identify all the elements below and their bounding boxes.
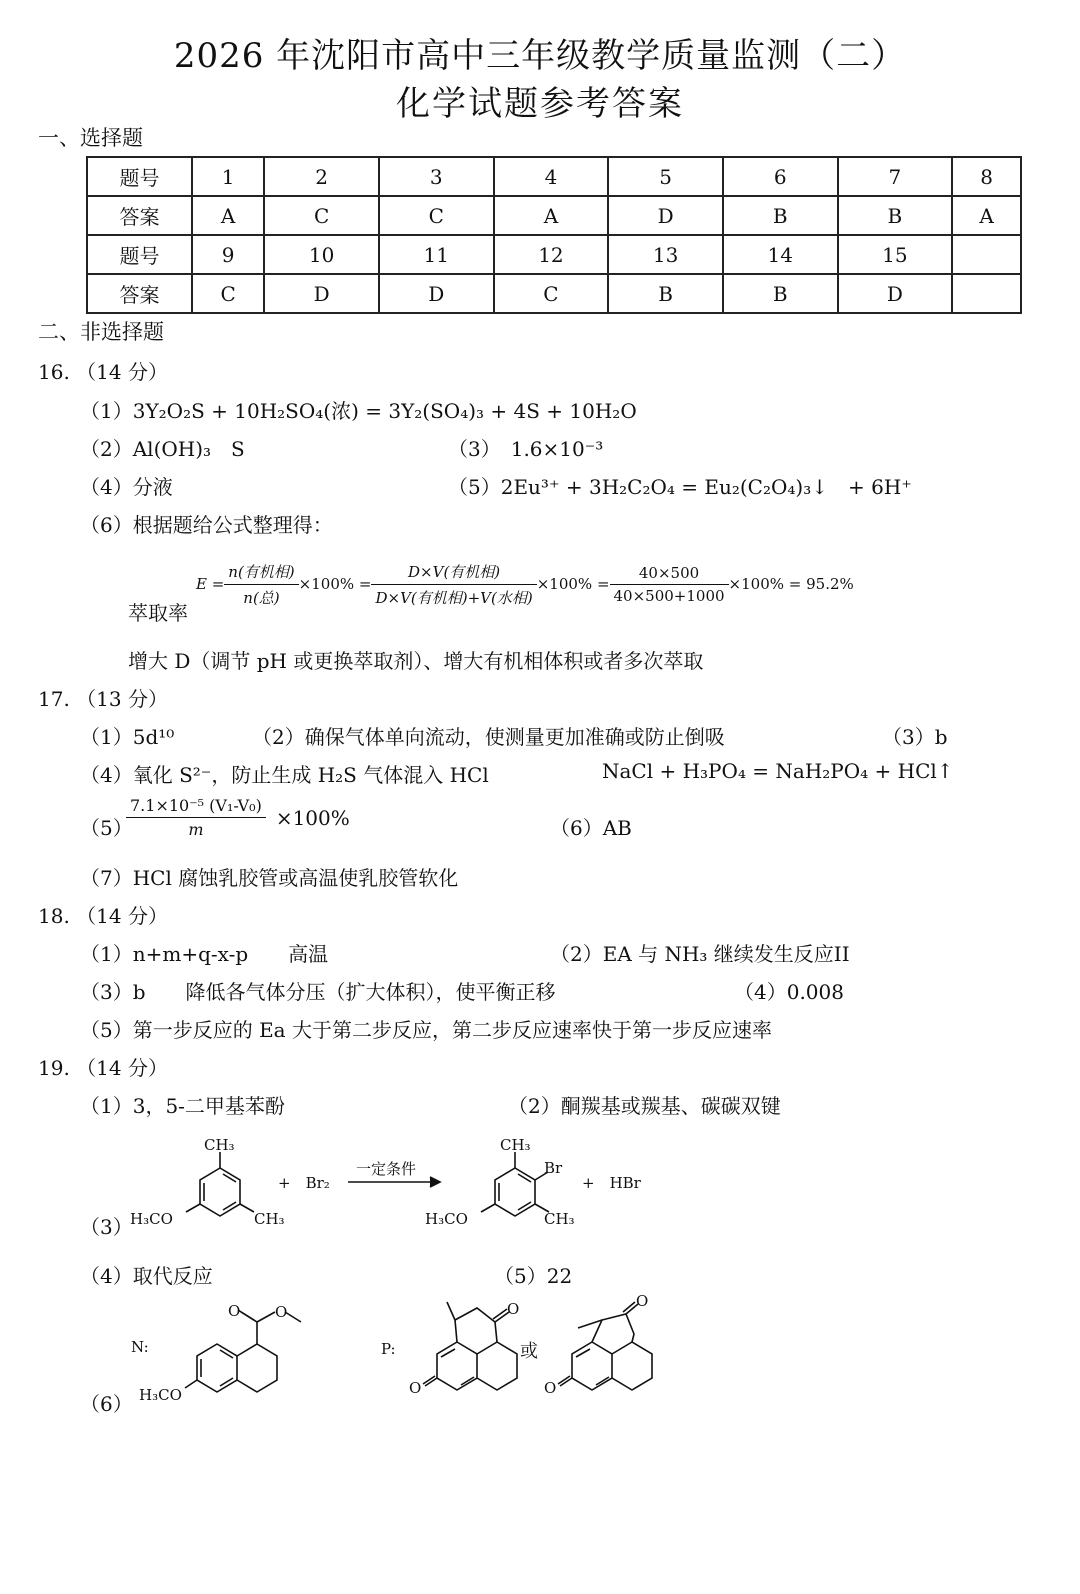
q18-part4: （4）0.008 <box>734 980 844 1004</box>
fraction-numerator: 40×500 <box>610 564 729 585</box>
methoxy-label: H₃CO <box>130 1210 173 1228</box>
table-row <box>87 196 1021 235</box>
fraction-denominator: 40×500+1000 <box>613 586 725 605</box>
table-cell: B <box>723 274 838 313</box>
formula-result: ×100% = 95.2% <box>728 575 854 593</box>
formula-e: E = <box>196 575 225 593</box>
table-row <box>87 235 1021 274</box>
table-cell: B <box>608 274 723 313</box>
oxygen-label: O <box>636 1292 649 1310</box>
table-cell: 1 <box>192 157 264 196</box>
or-label: 或 <box>520 1341 538 1362</box>
q17-part7: （7）HCl 腐蚀乳胶管或高温使乳胶管软化 <box>80 866 459 890</box>
compound-p-label: P: <box>381 1340 396 1358</box>
table-cell: 3 <box>379 157 494 196</box>
q17-part2: （2）确保气体单向流动，使测量更加准确或防止倒吸 <box>252 725 725 749</box>
q19-part1: （1）3，5-二甲基苯酚 <box>80 1094 285 1118</box>
methyl-label: CH₃ <box>544 1210 575 1228</box>
table-cell: 5 <box>608 157 723 196</box>
q17-part1: （1）5d¹⁰ <box>80 725 175 749</box>
formula-percent: ×100% <box>275 805 350 830</box>
fraction-denominator: n(总) <box>243 588 280 607</box>
table-cell: 4 <box>494 157 609 196</box>
answer-table <box>86 156 1022 314</box>
compound-p-structure-2 <box>530 1292 690 1422</box>
oxygen-label: O <box>228 1302 241 1320</box>
q16-part1: （1）3Y₂O₂S + 10H₂SO₄(浓) = 3Y₂(SO₄)₃ + 4S + 10H₂O <box>80 399 637 423</box>
oxygen-label: O <box>544 1379 557 1397</box>
compound-n-structure <box>125 1300 325 1420</box>
q18-part2: （2）EA 与 NH₃ 继续发生反应II <box>550 942 850 966</box>
table-cell: A <box>952 196 1021 235</box>
table-cell: 6 <box>723 157 838 196</box>
table-cell: 11 <box>379 235 494 274</box>
table-cell: C <box>379 196 494 235</box>
extraction-formula <box>196 556 854 612</box>
q19-part4: （4）取代反应 <box>80 1264 213 1288</box>
table-cell: 13 <box>608 235 723 274</box>
table-cell: 8 <box>952 157 1021 196</box>
oxygen-label: O <box>409 1379 422 1397</box>
page-title: 2026 年沈阳市高中三年级教学质量监测（二） <box>173 36 907 76</box>
q18-part3: （3）b 降低各气体分压（扩大体积），使平衡正移 <box>80 980 556 1004</box>
reaction-arrow <box>348 1177 440 1187</box>
table-cell: 2 <box>264 157 379 196</box>
table-cell: A <box>494 196 609 235</box>
fraction-numerator: D×V(有机相) <box>371 561 536 585</box>
reaction-condition: 一定条件 <box>356 1160 417 1178</box>
page-subtitle: 化学试题参考答案 <box>396 84 684 124</box>
q17-part6: （6）AB <box>550 816 632 840</box>
table-row-label: 答案 <box>87 274 192 313</box>
table-cell <box>952 274 1021 313</box>
table-cell: D <box>838 274 953 313</box>
formula-fraction <box>126 796 266 839</box>
product-structure <box>425 1136 575 1228</box>
q18-heading: 18. （14 分） <box>38 904 168 928</box>
table-row <box>87 274 1021 313</box>
q18-part1: （1）n+m+q-x-p 高温 <box>80 942 329 966</box>
table-row-label: 题号 <box>87 157 192 196</box>
q19-part2: （2）酮羰基或羰基、碳碳双键 <box>508 1094 781 1118</box>
formula-fraction <box>371 561 536 608</box>
q17-part4-equation: NaCl + H₃PO₄ = NaH₂PO₄ + HCl↑ <box>602 759 954 783</box>
formula-percent: ×100% = <box>536 575 610 593</box>
table-cell: 14 <box>723 235 838 274</box>
table-cell: 7 <box>838 157 953 196</box>
q16-heading: 16. （14 分） <box>38 360 168 384</box>
table-cell: C <box>192 274 264 313</box>
q16-part3: （3） 1.6×10⁻³ <box>448 437 604 461</box>
formula-fraction <box>610 564 729 605</box>
fraction-denominator: m <box>188 820 204 839</box>
q19-part3-label: （3） <box>80 1215 133 1239</box>
bromo-label: Br <box>544 1159 563 1177</box>
formula-percent: ×100% = <box>298 575 372 593</box>
section-choice-heading: 一、选择题 <box>38 126 143 150</box>
q17-part4: （4）氧化 S²⁻，防止生成 H₂S 气体混入 HCl <box>80 763 489 787</box>
methyl-label: CH₃ <box>500 1136 531 1154</box>
fraction-numerator: n(有机相) <box>224 561 298 585</box>
table-row-label: 答案 <box>87 196 192 235</box>
q16-part6-note: 增大 D（调节 pH 或更换萃取剂）、增大有机相体积或者多次萃取 <box>128 649 704 673</box>
q16-part2: （2）Al(OH)₃ S <box>80 437 245 461</box>
q19-heading: 19. （14 分） <box>38 1056 168 1080</box>
table-cell: D <box>264 274 379 313</box>
table-cell: 12 <box>494 235 609 274</box>
compound-n-label: N: <box>131 1338 149 1356</box>
table-cell: D <box>379 274 494 313</box>
table-cell: B <box>723 196 838 235</box>
table-cell: 15 <box>838 235 953 274</box>
table-row-label: 题号 <box>87 235 192 274</box>
q17-part5-label: （5） <box>80 816 133 840</box>
methoxy-label: H₃CO <box>425 1210 468 1228</box>
q16-part4: （4）分液 <box>80 475 173 499</box>
section-nonchoice-heading: 二、非选择题 <box>38 320 164 344</box>
q16-part6: （6）根据题给公式整理得： <box>80 513 333 537</box>
table-cell: B <box>838 196 953 235</box>
methyl-label: CH₃ <box>204 1136 235 1154</box>
table-cell: D <box>608 196 723 235</box>
extraction-rate-label: 萃取率 <box>128 601 188 625</box>
q19-part5: （5）22 <box>494 1264 573 1288</box>
table-cell: A <box>192 196 264 235</box>
fraction-denominator: D×V(有机相)+V(水相) <box>375 588 533 607</box>
formula-fraction <box>224 561 298 608</box>
table-cell: C <box>494 274 609 313</box>
q19-part6-label: （6） <box>80 1392 133 1416</box>
methoxy-label: H₃CO <box>139 1386 182 1404</box>
methyl-label: CH₃ <box>254 1210 285 1228</box>
q18-part5: （5）第一步反应的 Ea 大于第二步反应，第二步反应速率快于第一步反应速率 <box>80 1018 772 1042</box>
table-cell <box>952 235 1021 274</box>
table-cell: 9 <box>192 235 264 274</box>
fraction-numerator: 7.1×10⁻⁵ (V₁-V₀) <box>126 796 266 818</box>
reagent-bromine: + Br₂ <box>278 1174 330 1192</box>
q16-part5: （5）2Eu³⁺ + 3H₂C₂O₄ = Eu₂(C₂O₄)₃↓ + 6H⁺ <box>448 475 912 499</box>
q17-part3: （3）b <box>882 725 948 749</box>
oxygen-label: O <box>507 1300 520 1318</box>
oxygen-label: O <box>275 1303 288 1321</box>
byproduct-hbr: + HBr <box>582 1174 641 1192</box>
table-cell: C <box>264 196 379 235</box>
q17-part5-formula <box>126 796 350 839</box>
table-row <box>87 157 1021 196</box>
q17-heading: 17. （13 分） <box>38 687 168 711</box>
reactant-structure <box>130 1136 285 1228</box>
table-cell: 10 <box>264 235 379 274</box>
bromination-reaction-scheme <box>120 1130 680 1240</box>
